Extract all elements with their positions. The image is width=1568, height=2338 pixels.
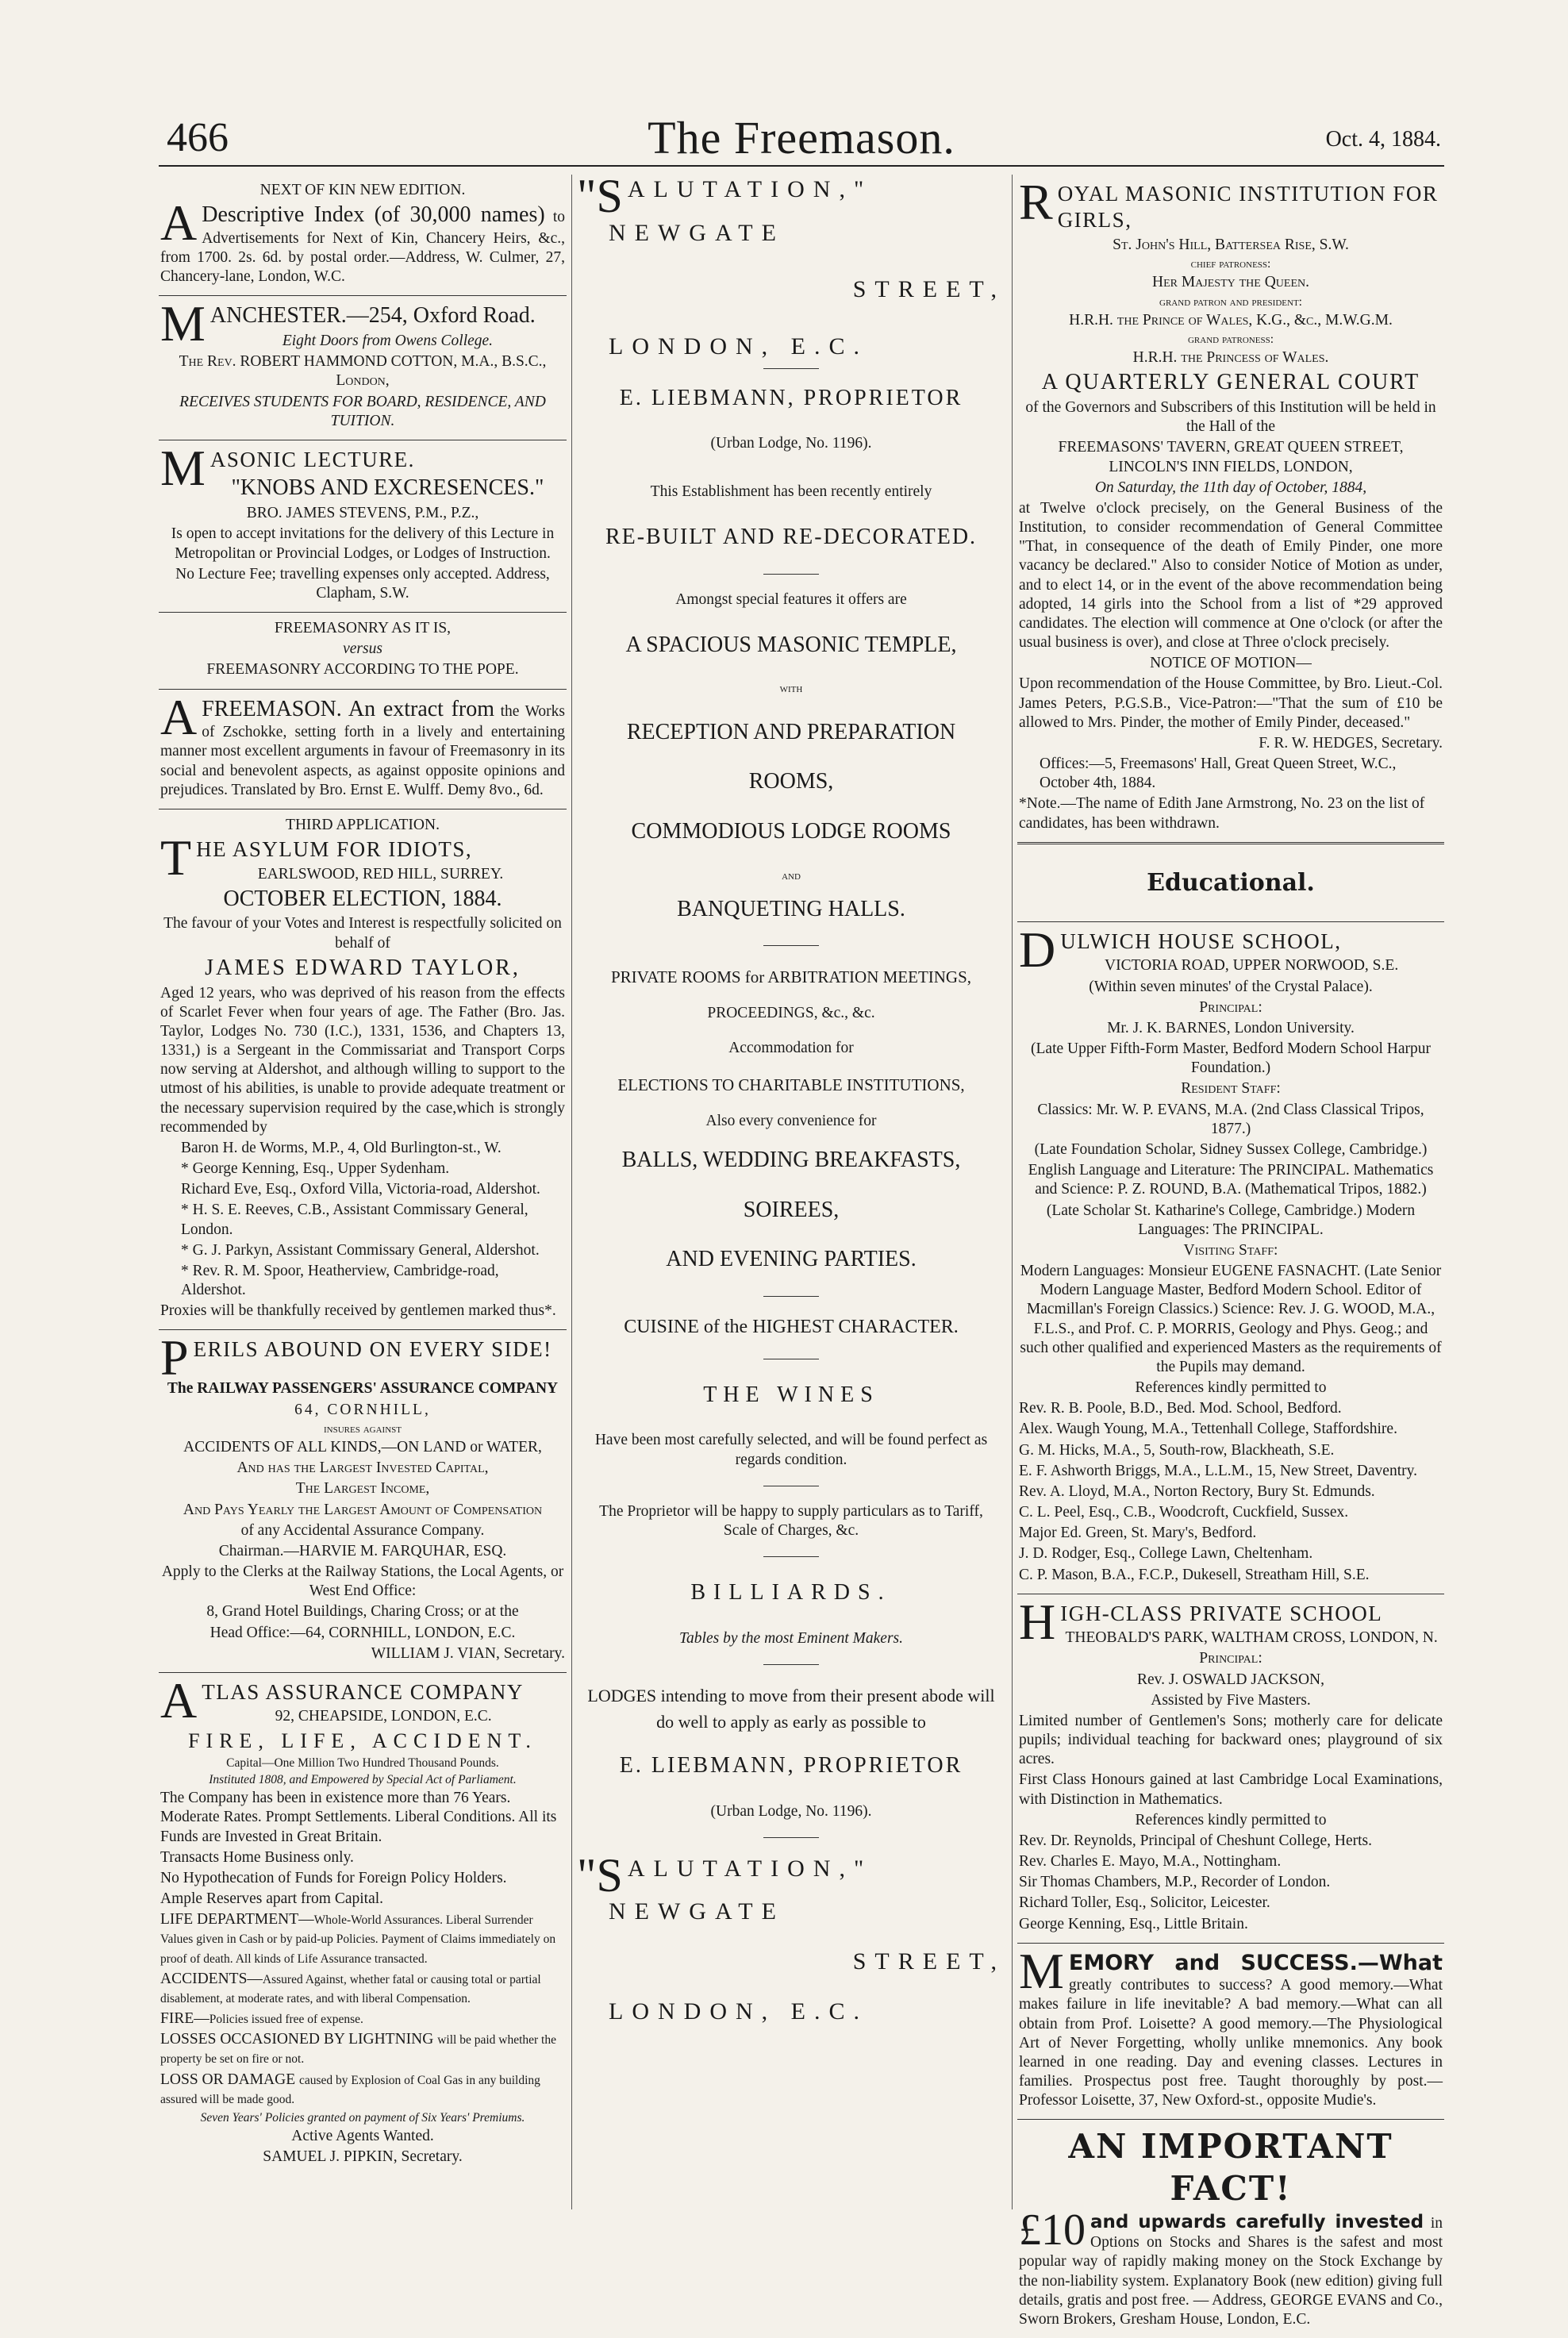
dulwich-ref: Rev. A. Lloyd, M.A., Norton Rectory, Bury St. Edmunds. [1019,1482,1375,1500]
ad-royal-masonic-girls [1017,175,1444,844]
asylum-rec: * George Kenning, Esq., Upper Sydenham. [181,1160,450,1178]
girls-on: On Saturday, the 11th day of October, 1884, [1094,479,1367,496]
afreemason-lead: FREEMASON. An extract from [202,696,495,721]
dulwich-ref: Major Ed. Green, St. Mary's, Bedford. [1019,1525,1257,1542]
section-educational: Educational. [1147,868,1315,897]
girls-notice: NOTICE OF MOTION— [1150,655,1312,672]
atlas-fla: FIRE, LIFE, ACCIDENT. [188,1729,537,1752]
wines-heading: THE WINES [703,1382,879,1407]
atlas-addr: 92, CHEAPSIDE, LONDON, E.C. [275,1708,492,1725]
atlas-lightning: LOSSES OCCASIONED BY LIGHTNING [160,2031,434,2048]
manchester-receives: RECEIVES STUDENTS FOR BOARD, RESIDENCE, AND TUITION. [179,393,546,429]
billiards-heading: BILLIARDS. [690,1580,892,1605]
dulwich-ref: E. F. Ashworth Briggs, M.A., L.L.M., 15, New Street, Daventry. [1019,1462,1417,1479]
wines-body: Have been most carefully selected, and will be found perfect as regards condition. [594,1432,988,1468]
highclass-body: Limited number of Gentlemen's Sons; motherly care for delicate pupils; individual teaching for backward ones; playground of six acres. [1019,1712,1443,1768]
memory-heading: EMORY and SUCCESS.—What [1068,1950,1443,1975]
dulwich-resident: English Language and Literature: The PRINCIPAL. Mathematics and Science: P. Z. ROUND, B.A. (Mathematical Tripos, 1882.) [1028,1162,1434,1198]
drop-cap: D [1019,921,1056,978]
issue-date: Oct. 4, 1884. [1325,127,1441,152]
perils-line: The Largest Income, [295,1480,430,1498]
highclass-principal-label: Principal: [1199,1650,1262,1667]
atlas-fire-body: Policies issued free of expense. [209,2013,363,2027]
atlas-damage: LOSS OR DAMAGE [160,2071,296,2088]
highclass-ref: George Kenning, Esq., Little Britain. [1019,1915,1248,1932]
salutation-word-2: ALUTATION," [627,1855,873,1882]
ad-manchester [159,296,567,440]
elections: ELECTIONS TO CHARITABLE INSTITUTIONS, [617,1075,965,1095]
highclass-ref: Sir Thomas Chambers, M.P., Recorder of London. [1019,1874,1331,1891]
salutation-london: LONDON, E.C. [609,333,868,360]
urban-lodge-2: (Urban Lodge, No. 1196). [710,1802,872,1820]
rebuilt: RE-BUILT AND RE-DECORATED. [605,524,978,549]
perils-chairman: Chairman.—HARVIE M. FARQUHAR, ESQ. [218,1542,507,1559]
highclass-addr: THEOBALD'S PARK, WALTHAM CROSS, LONDON, N. [1065,1629,1438,1647]
drop-cap: A [160,1671,198,1729]
asylum-rec: Baron H. de Worms, M.P., 4, Old Burlington-st., W. [181,1139,502,1156]
atlas-life: LIFE DEPARTMENT— [160,1911,314,1928]
girls-court-body: of the Governors and Subscribers of this Institution will be held in the Hall of the [1025,399,1436,436]
drop-cap: M [160,295,206,352]
girls-gp-label: grand patroness: [1187,332,1274,346]
girls-note: *Note.—The name of Edith Jane Armstrong, No. 23 on the list of candidates, has been withdrawn. [1019,795,1425,832]
kin-lead: Descriptive Index (of 30,000 names) [202,202,545,228]
drop-cap: T [160,829,192,886]
dulwich-addr: VICTORIA ROAD, UPPER NORWOOD, S.E. [1105,957,1399,975]
atlas-life-body: Whole-World Assurances. Liberal Surrender Values given in Cash or by paid-up Policies. Payment of Claims immediately on proof of death. All kinds of Life Assurance transacted. [160,1913,556,1966]
column-rule-1 [571,175,572,2209]
dulwich-principal-late: (Late Upper Fifth-Form Master, Bedford Modern School Harpur Foundation.) [1031,1040,1431,1077]
perils-line: And has the Largest Invested Capital, [236,1459,489,1477]
perils-insures: insures against [324,1421,402,1436]
salutation-london-2: LONDON, E.C. [609,1998,868,2025]
urban-lodge: (Urban Lodge, No. 1196). [710,435,872,452]
cuisine: CUISINE of the HIGHEST CHARACTER. [624,1316,959,1337]
atlas-lightning-body: will be paid whether the property be set on fire or not. [160,2033,556,2067]
atlas-capital: Capital—One Million Two Hundred Thousand Pounds. [226,1755,499,1770]
manchester-rev: The Rev. ROBERT HAMMOND COTTON, M.A., B.S.C., London, [179,353,547,390]
asylum-heading: HE ASYLUM FOR IDIOTS, [196,837,473,862]
perils-addr: 64, CORNHILL, [294,1401,431,1418]
atlas-instituted: Instituted 1808, and Empowered by Special Act of Parliament. [209,1773,517,1787]
lecture-fee: No Lecture Fee; travelling expenses only accepted. Address, Clapham, S.W. [175,565,550,602]
also: Also every convenience for [705,1113,877,1130]
girls-hedges: F. R. W. HEDGES, Secretary. [1259,734,1443,752]
girls-offices: Offices:—5, Freemasons' Hall, Great Queen Street, W.C., October 4th, 1884. [1040,756,1397,792]
asylum-proxies: Proxies will be thankfully received by gentlemen marked thus*. [160,1302,556,1320]
highclass-assisted: Assisted by Five Masters. [1151,1691,1311,1709]
column-rule-2 [1012,175,1013,2209]
dulwich-refs: References kindly permitted to [1135,1379,1327,1397]
accommodation: Accommodation for [728,1039,854,1056]
billiards-tables: Tables by the most Eminent Makers. [679,1629,903,1647]
atlas-agents: Active Agents Wanted. [291,2128,434,2145]
temple: A SPACIOUS MASONIC TEMPLE, [625,632,957,657]
asylum-third: THIRD APPLICATION. [286,816,440,833]
page-number: 466 [167,115,229,160]
soirees: SOIREES, [743,1197,840,1222]
atlas-damage-body: caused by Explosion of Coal Gas in any building assured will be made good. [160,2073,540,2106]
and: and [782,868,801,883]
dulwich-ref: G. M. Hicks, M.A., 5, South-row, Blackheath, S.E. [1019,1441,1335,1459]
ad-atlas-assurance [159,1673,567,2176]
highclass-ref: Rev. Charles E. Mayo, M.A., Nottingham. [1019,1853,1282,1871]
salutation-street-2: STREET, [852,1948,1005,1975]
girls-tavern: FREEMASONS' TAVERN, GREAT QUEEN STREET, LINCOLN'S INN FIELDS, LONDON, [1058,439,1404,475]
atlas-fire: FIRE— [160,2010,209,2028]
fm-line-1: FREEMASONRY AS IT IS, [274,620,452,637]
evening-parties: AND EVENING PARTIES. [666,1247,917,1272]
salutation-open: "S [577,170,623,222]
atlas-seven: Seven Years' Policies granted on payment of Six Years' Premiums. [200,2110,525,2125]
atlas-p2: Transacts Home Business only. [160,1848,354,1866]
dulwich-heading: ULWICH HOUSE SCHOOL, [1060,929,1342,953]
drop-cap: M [160,439,206,496]
dulwich-within: (Within seven minutes' of the Crystal Palace). [1089,978,1373,995]
salutation-street: STREET, [852,276,1005,303]
girls-gpp-name: H.R.H. the Prince of Wales, K.G., &c., M.W.G.M. [1069,311,1393,329]
asylum-body: Aged 12 years, who was deprived of his reason from the effects of Scarlet Fever when four years of age. The Father (Bro. Jas. Taylor, Lodges No. 730 (I.C.), 1331, 1536, and Chapters 13, 1331,) is a Sergeant in the Commissariat and Transport Corps now serving at Aldershot, and although willing to support to the utmost of his abilities, is unable to provide adequate treatment or the necessary supervision required by the case,which is strongly recommended by [160,984,565,1136]
fact-body: in Options on Stocks and Shares is the safest and most popular way of rapidly making money on the Stock Exchange by the non-liability system. Explanatory Book (new edition) giving full details, gratis and post free. — Address, GEORGE EVANS and Co., Sworn Brokers, Gresham House, London, E.C. [1019,2214,1443,2328]
asylum-favour: The favour of your Votes and Interest is respectfully solicited on behalf of [163,915,562,952]
ad-high-class-school [1017,1594,1444,1944]
ad-important-fact [1017,2120,1444,2338]
perils-company: The RAILWAY PASSENGERS' ASSURANCE COMPANY [167,1380,559,1398]
proprietor-2: E. LIEBMANN, PROPRIETOR [619,1753,963,1778]
asylum-rec: * Rev. R. M. Spoor, Heatherview, Cambridge-road, Aldershot. [181,1262,499,1299]
asylum-election: OCTOBER ELECTION, 1884. [223,886,502,911]
highclass-refs: References kindly permitted to [1135,1811,1327,1828]
drop-cap: A [160,194,198,252]
rooms: ROOMS, [748,769,834,794]
lecture-bro: BRO. JAMES STEVENS, P.M., P.Z., [246,505,479,522]
with: with [779,682,803,696]
private-rooms: PRIVATE ROOMS for ARBITRATION MEETINGS, [610,967,972,987]
dulwich-ref: C. L. Peel, Esq., C.B., Woodcroft, Cuckfield, Sussex. [1019,1504,1349,1521]
memory-body: greatly contributes to success? A good memory.—What makes failure in life inevitable? A bad memory.—What can all obtain from Prof. Loisette? A good memory.—The Physiological Art of Never Forgetting, wholly unlike mnemonics. Any book learned in one reading. Day and evening classes. Lectures in families. Prospectus post free. Taught thoroughly by post.—Professor Loisette, 37, New Oxford-st., opposite Mudie's. [1019,1977,1443,2109]
lecture-body: Is open to accept invitations for the delivery of this Lecture in Metropolitan or Provincial Lodges, or Lodges of Instruction. [171,525,555,562]
highclass-principal: Rev. J. OSWALD JACKSON, [1137,1671,1324,1688]
dulwich-resident: (Late Foundation Scholar, Sidney Sussex College, Cambridge.) [1034,1140,1428,1158]
column-middle [577,170,1005,2209]
highclass-honours: First Class Honours gained at last Cambridge Local Examinations, with Distinction in Mathematics. [1019,1771,1443,1808]
atlas-secretary: SAMUEL J. PIPKIN, Secretary. [263,2148,463,2166]
atlas-accidents: ACCIDENTS— [160,1970,263,1987]
lecture-heading: ASONIC LECTURE. [209,447,415,471]
perils-heading: ERILS ABOUND ON EVERY SIDE! [193,1337,552,1362]
perils-accidents: ACCIDENTS OF ALL KINDS,—ON LAND or WATER, [183,1439,542,1456]
column-left [159,175,567,2209]
balls: BALLS, WEDDING BREAKFASTS, [621,1147,961,1172]
rebuilt-pre: This Establishment has been recently entirely [650,483,932,500]
perils-line: And Pays Yearly the Largest Amount of Compensation [183,1501,543,1518]
proprietor: E. LIEBMANN, PROPRIETOR [619,385,963,410]
girls-gpp-label: grand patron and president: [1159,294,1302,309]
dulwich-resident-label: Resident Staff: [1181,1080,1281,1098]
drop-cap: A [160,688,198,745]
highclass-heading: IGH-CLASS PRIVATE SCHOOL [1060,1601,1383,1625]
dulwich-ref: C. P. Mason, B.A., F.C.P., Dukesell, Streatham Hill, S.E. [1019,1566,1370,1583]
kin-body: to Advertisements for Next of Kin, Chancery Heirs, &c., from 1700. 2s. 6d. by postal order.—Address, W. Culmer, 27, Chancery-lane, London, W.C. [160,209,565,286]
ad-next-of-kin [159,175,567,296]
perils-head-office: Head Office:—64, CORNHILL, LONDON, E.C. [209,1624,516,1641]
ad-asylum-idiots [159,809,567,1331]
highclass-ref: Rev. Dr. Reynolds, Principal of Cheshunt College, Herts. [1019,1832,1373,1849]
banquet: BANQUETING HALLS. [677,896,905,921]
ad-a-freemason [159,690,567,809]
reception: RECEPTION AND PREPARATION [626,719,956,744]
girls-cp-label: chief patroness: [1190,257,1271,271]
ad-masonic-lecture [159,440,567,613]
fact-heading: AN IMPORTANT FACT! [1068,2127,1393,2208]
dulwich-principal-label: Principal: [1199,998,1262,1016]
afreemason-body: the Works of Zschokke, setting forth in a lively and entertaining manner most excellent arguments in favour of Freemasonry in its social and benevolent aspects, as against opposite opinions and prejudices. Translated by Bro. Ernst E. Wulff. Demy 8vo., 6d. [160,702,566,798]
dulwich-visiting-label: Visiting Staff: [1183,1241,1278,1259]
girls-court: A QUARTERLY GENERAL COURT [1041,370,1420,395]
commodious: COMMODIOUS LODGE ROOMS [631,819,951,844]
amongst: Amongst special features it offers are [675,590,907,608]
salutation-newgate-2: NEWGATE [609,1898,785,1925]
drop-cap: M [1019,1942,1064,1999]
manchester-heading: ANCHESTER.—254, Oxford Road. [209,303,536,329]
fm-line-3: FREEMASONRY ACCORDING TO THE POPE. [206,661,519,679]
atlas-p1: The Company has been in existence more than 76 Years. Moderate Rates. Prompt Settlements. Liberal Conditions. All its Funds are Invested in Great Britain. [160,1790,557,1845]
fact-lead: and upwards carefully invested [1090,2211,1424,2232]
asylum-place: EARLSWOOD, RED HILL, SURREY. [257,865,504,883]
asylum-rec: * H. S. E. Reeves, C.B., Assistant Commissary General, London. [181,1202,528,1238]
dulwich-ref: Alex. Waugh Young, M.A., Tettenhall College, Staffordshire. [1019,1421,1397,1438]
fact-pound: £10 [1019,2205,1086,2255]
atlas-heading: TLAS ASSURANCE COMPANY [202,1679,524,1704]
ad-railway-passengers [159,1330,567,1672]
happy: The Proprietor will be happy to supply particulars as to Tariff, Scale of Charges, &c. [599,1502,983,1539]
drop-cap: H [1019,1593,1056,1650]
lecture-sub: "KNOBS AND EXCRESENCES." [231,475,544,501]
dulwich-principal: Mr. J. K. BARNES, London University. [1107,1019,1355,1036]
atlas-accidents-body: Assured Against, whether fatal or causing total or partial disablement, at moderate rates, and with liberal Compensation. [160,1972,541,2005]
proceedings: PROCEEDINGS, &c., &c. [707,1005,875,1022]
perils-line: of any Accidental Assurance Company. [240,1521,485,1539]
perils-west: 8, Grand Hotel Buildings, Charing Cross; or at the [206,1603,519,1621]
dulwich-ref: J. D. Rodger, Esq., College Lawn, Cheltenham. [1019,1545,1313,1563]
girls-motion: Upon recommendation of the House Committee, by Bro. Lieut.-Col. James Peters, P.G.S.B., Vice-Patron:—"That the sum of £10 be allowed to Mrs. Pinder, the mother of Emily Pinder, deceased." [1019,675,1443,731]
drop-cap: R [1019,174,1053,230]
dulwich-visiting: Modern Languages: Monsieur EUGENE FASNACHT. (Late Senior Modern Language Master, Bedford Modern School. Editor of Macmillan's Foreign Classics.) Science: Rev. J. G. WOOD, M.A., F.L.S., and Prof. C. P. MORRIS, Geology and Phys. Geog.; and such other qualified and experienced Masters as the requirements of the Pupils may demand. [1020,1263,1442,1375]
ad-memory-success [1017,1944,1444,2121]
lodges-move: LODGES intending to move from their present abode will do well to apply as early as possible to [587,1686,995,1732]
girls-cp-name: Her Majesty the Queen. [1152,274,1309,291]
page-header [159,110,1444,167]
atlas-p4: Ample Reserves apart from Capital. [160,1890,384,1908]
highclass-ref: Richard Toller, Esq., Solicitor, Leicester. [1019,1894,1270,1912]
perils-apply: Apply to the Clerks at the Railway Stations, the Local Agents, or West End Office: [161,1563,564,1600]
girls-addr: St. John's Hill, Battersea Rise, S.W. [1113,236,1349,253]
drop-cap: P [160,1329,189,1386]
atlas-p3: No Hypothecation of Funds for Foreign Policy Holders. [160,1869,507,1886]
asylum-rec: Richard Eve, Esq., Oxford Villa, Victoria-road, Aldershot. [181,1181,540,1198]
ad-dulwich-house [1017,921,1444,1594]
asylum-rec: * G. J. Parkyn, Assistant Commissary General, Aldershot. [181,1241,540,1259]
kin-heading: NEXT OF KIN NEW EDITION. [259,182,466,198]
dulwich-ref: Rev. R. B. Poole, B.D., Bed. Mod. School, Bedford. [1019,1400,1342,1417]
column-right [1017,174,1444,2328]
girls-gp-name: H.R.H. the Princess of Wales. [1132,349,1329,367]
dulwich-resident: Classics: Mr. W. P. EVANS, M.A. (2nd Class Classical Tripos, 1877.) [1037,1101,1424,1137]
fm-line-2: versus [343,640,382,658]
ad-freemasonry-pope [159,613,567,690]
girls-body: at Twelve o'clock precisely, on the General Business of the Institution, to consider recommendation of General Committee "That, in consequence of the death of Emily Pinder, one more vacancy be declared." Also to consider Notice of Motion as under, and to elect 14, or in the event of the above recommendation being adopted, 14 girls into the School from a list of *29 approved candidates. The election will commence at One o'clock (or after the usual business is over), and close at Three o'clock precisely. [1019,499,1443,652]
salutation-word: ALUTATION," [627,176,873,202]
masthead-title: The Freemason. [648,112,955,163]
salutation-open-2: "S [577,1848,623,1902]
salutation-newgate: NEWGATE [609,220,785,247]
girls-heading: OYAL MASONIC INSTITUTION FOR GIRLS, [1057,182,1439,233]
asylum-candidate: JAMES EDWARD TAYLOR, [205,955,521,980]
dulwich-resident: (Late Scholar St. Katharine's College, Cambridge.) Modern Languages: The PRINCIPAL. [1046,1202,1416,1238]
perils-secretary: WILLIAM J. VIAN, Secretary. [371,1644,565,1662]
manchester-sub: Eight Doors from Owens College. [282,333,494,350]
